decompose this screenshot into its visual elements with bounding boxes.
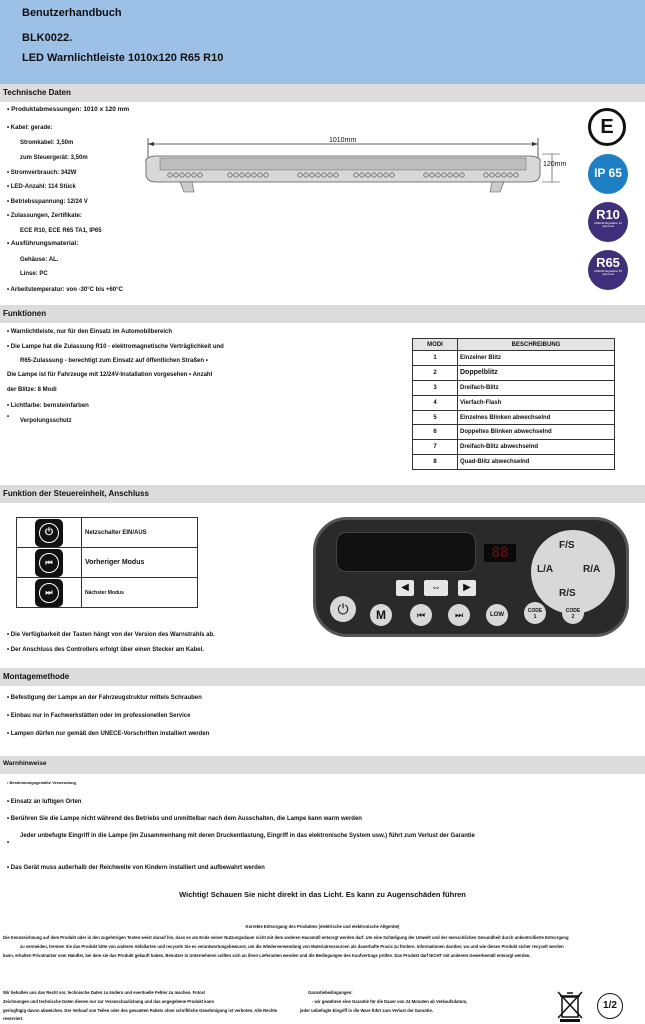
- important-notice: Wichtig! Schauen Sie nicht direkt in das Licht. Es kann zu Augenschäden führen: [179, 890, 466, 899]
- disposal-title: Korrekte Entsorgung des Produktes (elektrische und elektronische Altgeräte): [245, 924, 400, 929]
- code1-number: 1: [533, 614, 537, 620]
- code2-label: CODE: [565, 608, 581, 614]
- spec-housing: Gehäuse: AL.: [20, 257, 59, 263]
- product-code: BLK0022.: [22, 32, 73, 44]
- la-key: L/A: [537, 564, 554, 575]
- warnings-line-2: • Berühren Sie die Lampe nicht während des Betriebs und unmittelbar nach dem Ausschalten, die Lampe kann warm werden: [7, 816, 362, 822]
- e-mark-icon: E: [588, 108, 626, 146]
- table-row: [413, 425, 615, 440]
- controller-device: [313, 517, 629, 637]
- previous-button-icon: ⏮: [410, 604, 432, 626]
- mode-number: 1: [413, 351, 458, 366]
- dim-width-label: 1010mm: [329, 137, 357, 144]
- mode-number: 7: [413, 440, 458, 455]
- mode-number: 6: [413, 425, 458, 440]
- power-icon: ⏻: [35, 519, 63, 547]
- low-key: LOW: [486, 604, 508, 626]
- table-row: [413, 351, 615, 366]
- previous-key-label: Vorheriger Modus: [82, 548, 198, 578]
- mode-description: Dreifach-Blitz: [458, 380, 615, 395]
- table-row: [413, 440, 615, 455]
- spec-material: • Ausführungsmaterial:: [7, 240, 79, 247]
- section-tech-heading: Technische Daten: [0, 84, 645, 102]
- table-row: [413, 365, 615, 380]
- disposal-paragraph-1: Die Kennzeichnung auf dem Produkt oder in den zugehörigen Texten weist darauf hin, dass es am Ende seiner Nutzungsdauer nicht mit dem anderen Hausmüll entsorgt werden darf. Um eine Schädigung der Umwelt und der menschlichen Gesundheit durch unkontrollierte Entsorgung: [3, 935, 569, 940]
- section-mounting-heading: Montagemethode: [0, 668, 645, 686]
- mode-description: Doppelblitz: [458, 365, 615, 380]
- functions-line-6: • Lichtfarbe: bernsteinfarben: [7, 403, 89, 409]
- warnings-line-0: • Bestimmungsgemäße Verwendung: [7, 780, 76, 785]
- spec-dimensions: • Produktabmessungen: 1010 x 120 mm: [7, 106, 130, 113]
- table-row: [17, 548, 198, 578]
- mounting-line-2: • Einbau nur in Fachwerkstätten oder im professionellen Service: [7, 713, 191, 719]
- left-right-arrow-icon: ⇔: [424, 580, 448, 596]
- header-band: [0, 0, 645, 84]
- functions-line-7: Verpolungsschutz: [20, 418, 72, 424]
- spec-led-count: • LED-Anzahl: 114 Stück: [7, 184, 76, 190]
- r65-sublabel: UNECE Regulation 65 Approved: [594, 269, 622, 276]
- mounting-line-1: • Befestigung der Lampe an der Fahrzeugstruktur mittels Schrauben: [7, 695, 202, 701]
- spec-approvals-list: ECE R10, ECE R65 TA1, IP65: [20, 228, 102, 234]
- footer-left-4: reserviert.: [3, 1016, 24, 1021]
- footer-left-1: Wir behalten uns das Recht vor, technische Daten zu ändern und eventuelle Fehler zu machen. Fotos/: [3, 990, 206, 995]
- controller-note-1: • Die Verfügbarkeit der Tasten hängt von der Version des Warnstrahls ab.: [7, 632, 215, 638]
- mode-number: 5: [413, 410, 458, 425]
- footer-right-1: Garantiebedingungen:: [308, 990, 353, 995]
- spec-temperature: • Arbeitstemperatur: von -30°C bis +60°C: [7, 287, 123, 293]
- weee-bin-icon: [556, 990, 584, 1022]
- code2-key: [562, 602, 584, 624]
- footer-right-3: jeder unbefugte Eingriff in die Ware führt zum Verlust der Garantie.: [300, 1008, 433, 1013]
- r65-icon: [588, 250, 628, 290]
- ip65-icon: IP 65: [588, 154, 628, 194]
- code1-key: [524, 602, 546, 624]
- table-row: [17, 578, 198, 608]
- controller-display: 88: [484, 544, 516, 562]
- mode-number: 2: [413, 365, 458, 380]
- functions-line-5: der Blitze: 8 Modi: [7, 387, 57, 393]
- footer-left-3: geringfügig davon abweichen. Der Verkauf von Teilen oder des gesamten Pakets ohne schriftliche Genehmigung ist verboten. Alle Rechte: [3, 1008, 278, 1013]
- table-row: [17, 518, 198, 548]
- code2-number: 2: [571, 614, 575, 620]
- table-row: [413, 395, 615, 410]
- product-name: LED Warnlichtleiste 1010x120 R65 R10: [22, 52, 224, 64]
- right-arrow-icon: ▶: [458, 580, 476, 596]
- spec-consumption: • Stromverbrauch: 342W: [7, 170, 77, 176]
- mode-description: Vierfach-Flash: [458, 395, 615, 410]
- mode-number: 4: [413, 395, 458, 410]
- r10-icon: [588, 202, 628, 242]
- next-button-icon: ⏭: [448, 604, 470, 626]
- table-row: [413, 410, 615, 425]
- functions-line-3: R65-Zulassung - berechtigt zum Einsatz auf öffentlichen Straßen •: [20, 358, 208, 364]
- mode-number: 8: [413, 455, 458, 470]
- mode-description: Dreifach-Blitz abwechselnd: [458, 440, 615, 455]
- table-row: [413, 380, 615, 395]
- mode-number: 3: [413, 380, 458, 395]
- section-functions-heading: Funktionen: [0, 305, 645, 323]
- next-icon: ⏭: [35, 579, 63, 607]
- functions-line-4: Die Lampe ist für Fahrzeuge mit 12/24V-Installation vorgesehen • Anzahl: [7, 372, 213, 378]
- lightbar-drawing: [140, 132, 580, 198]
- ra-key: R/A: [583, 564, 601, 575]
- spec-power-cable: Stromkabel: 3,50m: [20, 140, 74, 146]
- m-key: M: [370, 604, 392, 626]
- modes-table: [412, 338, 615, 470]
- spec-cable: • Kabel: gerade:: [7, 125, 53, 131]
- power-button-icon: ⏻: [330, 596, 356, 622]
- warnings-line-3-bullet: •: [7, 840, 10, 846]
- rs-key: R/S: [559, 588, 576, 599]
- code1-label: CODE: [527, 608, 543, 614]
- section-warnings-heading: Warnhinweise: [0, 756, 645, 774]
- disposal-paragraph-2: zu vermeiden, trennen Sie das Produkt bitte von anderen Abfallarten und recyceln Sie es verantwortungsbewusst, um die Wiederverwendung von Materialressourcen als dauerhafte Praxis zu fördern. Informationen darüber, wo und wie dieses Produkt sicher recycelt werden: [20, 944, 564, 949]
- r10-label: R10: [596, 207, 620, 222]
- page-number: 1/2: [597, 993, 623, 1019]
- power-key-label: Netzschalter EIN/AUS: [82, 518, 198, 548]
- fs-key: F/S: [559, 540, 575, 551]
- warnings-line-3: Jeder unbefugte Eingriff in die Lampe (im Zusammenhang mit deren Druckentlastung, Eingriff in das elektronische System usw.) führt zum Verlust der Garantie: [20, 833, 475, 839]
- spec-approvals: • Zulassungen, Zertifikate:: [7, 213, 82, 219]
- next-key-label: Nächster Modus: [82, 578, 198, 608]
- modes-col-mode: MODI: [413, 339, 458, 351]
- controller-keys-table: [16, 517, 198, 608]
- mode-description: Doppeltes Blinken abwechselnd: [458, 425, 615, 440]
- footer-left-2: Zeichnungen und technische Daten dienen nur zur Veranschaulichung und das angegebene Produkt kann: [3, 999, 215, 1004]
- section-controller-heading: Funktion der Steuereinheit, Anschluss: [0, 485, 645, 503]
- mode-description: Einzelner Blitz: [458, 351, 615, 366]
- controller-led-strip: [336, 532, 476, 572]
- previous-icon: ⏮: [35, 549, 63, 577]
- mode-description: Einzelnes Blinken abwechselnd: [458, 410, 615, 425]
- r10-sublabel: UNECE Regulation 10 Approved: [594, 221, 622, 228]
- mode-description: Quad-Blitz abwechselnd: [458, 455, 615, 470]
- disposal-paragraph-3: kann, erhalten Privatnutzer vom Händler, bei dem sie das Produkt gekauft haben. Benutzer in Unternehmen sollten sich an ihren Lieferanten wenden und die Bedingungen des Kaufvertrags prüfen. Das Produkt darf NICHT mit anderem Gewerbemüll entsorgt werden.: [3, 953, 531, 958]
- functions-line-1: • Warnlichtleiste, nur für den Einsatz im Automobilbereich: [7, 329, 173, 335]
- warnings-line-4: • Das Gerät muss außerhalb der Reichweite von Kindern installiert und aufbewahrt werden: [7, 865, 265, 871]
- dim-height-label: 120mm: [543, 161, 567, 168]
- spec-ctrl-cable: zum Steuergerät: 3,50m: [20, 155, 88, 161]
- left-arrow-icon: ◀: [396, 580, 414, 596]
- table-row: [413, 455, 615, 470]
- doc-title: Benutzerhandbuch: [22, 7, 122, 19]
- warnings-line-1: • Einsatz an luftigen Orten: [7, 799, 82, 805]
- controller-note-2: • Der Anschluss des Controllers erfolgt über einen Stecker am Kabel.: [7, 647, 204, 653]
- mounting-line-3: • Lampen dürfen nur gemäß den UNECE-Vorschriften installiert werden: [7, 731, 210, 737]
- modes-col-desc: BESCHREIBUNG: [458, 339, 615, 351]
- spec-lens: Linse: PC: [20, 271, 48, 277]
- modes-header-row: [413, 339, 615, 351]
- footer-right-2: - wir gewähren eine Garantie für die Dauer von 24 Monaten ab Verkaufsdatum,: [312, 999, 468, 1004]
- functions-line-2: • Die Lampe hat die Zulassung R10 - elektromagnetische Verträglichkeit und: [7, 344, 224, 350]
- functions-line-7-bullet: •: [7, 414, 10, 420]
- r65-label: R65: [596, 255, 620, 270]
- spec-voltage: • Betriebsspannung: 12/24 V: [7, 199, 88, 205]
